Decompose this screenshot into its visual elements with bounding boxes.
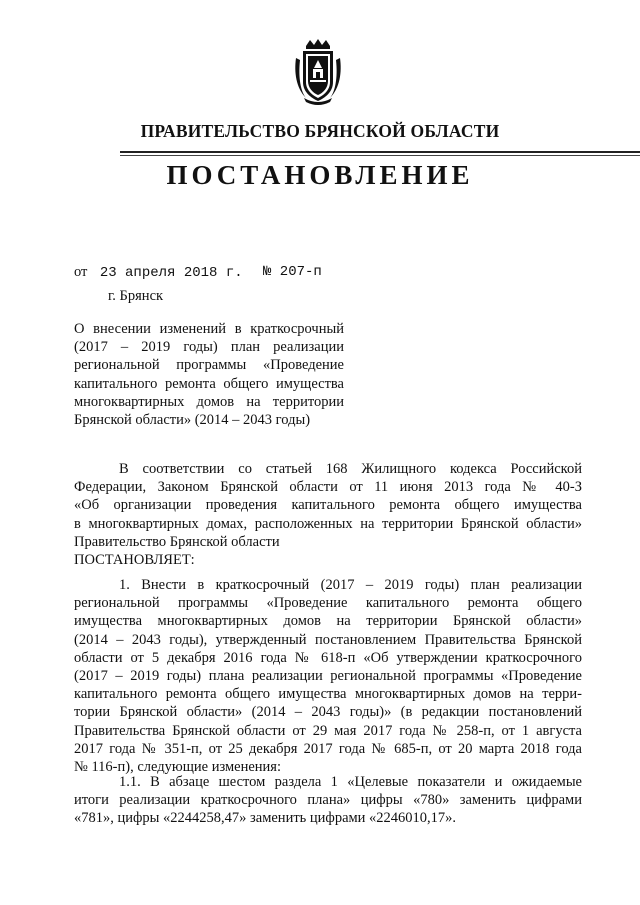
decree-date: 23 апреля 2018 г. bbox=[99, 265, 243, 281]
item-1-line: региональной программы «Проведение капитального ремонта общего bbox=[74, 595, 582, 612]
header-divider-thin bbox=[120, 155, 640, 156]
government-title: ПРАВИТЕЛЬСТВО БРЯНСКОЙ ОБЛАСТИ bbox=[140, 121, 500, 141]
coat-of-arms-icon bbox=[290, 38, 346, 106]
item-1-line: области от 5 декабря 2016 года № 618-п «Об утверждении краткосрочного bbox=[74, 649, 582, 666]
item-1-1-line: «781», цифры «2244258,47» заменить цифрами «2246010,17». bbox=[74, 810, 457, 827]
decree-subject bbox=[74, 320, 344, 429]
item-1-line: (2014 – 2043 годы), утвержденный постановлением Правительства Брянской bbox=[74, 631, 582, 648]
subject-line: Брянской области» (2014 – 2043 годы) bbox=[74, 412, 311, 429]
decree-number: № 207-п bbox=[263, 264, 322, 280]
item-1-1-line: 1.1. В абзаце шестом раздела 1 «Целевые показатели и ожидаемые bbox=[119, 774, 582, 790]
item-1-line: № 116-п), следующие изменения: bbox=[74, 759, 282, 776]
subject-line: региональной программы «Проведение bbox=[74, 357, 344, 374]
header-divider-thick bbox=[120, 151, 640, 153]
preamble-line: в многоквартирных домах, расположенных на территории Брянской области» bbox=[74, 515, 582, 532]
item-1-line: имущества многоквартирных домов на территории Брянской области» bbox=[74, 613, 582, 630]
item-1-line: (2017 – 2019 годы) плана реализации региональной программы «Проведение bbox=[74, 668, 582, 685]
preamble-line: В соответствии со статьей 168 Жилищного кодекса Российской bbox=[119, 461, 582, 477]
city: г. Брянск bbox=[108, 288, 164, 304]
item-1-line: тории Брянской области» (2014 – 2043 годы)» (в редакции постановлений bbox=[74, 704, 582, 721]
item-1-line: 2017 года № 351-п, от 25 декабря 2017 года № 685-п, от 20 марта 2018 года bbox=[74, 740, 582, 757]
preamble-line: «Об организации проведения капитального ремонта общего имущества bbox=[74, 497, 582, 514]
decree-title: ПОСТАНОВЛЕНИЕ bbox=[166, 160, 474, 190]
preamble-line: Федерации, Законом Брянской области от 11 июня 2013 года № 40-З bbox=[74, 479, 582, 496]
preamble-line: Правительство Брянской области bbox=[74, 533, 280, 550]
subject-line: капитального ремонта общего имущества bbox=[74, 375, 344, 392]
subject-line: О внесении изменений в краткосрочный bbox=[74, 321, 344, 337]
item-1-line: 1. Внести в краткосрочный (2017 – 2019 годы) план реализации bbox=[119, 577, 582, 593]
item-1-1-line: итоги реализации краткосрочного плана» цифры «780» заменить цифрами bbox=[74, 792, 582, 809]
postanovlyaet-label: ПОСТАНОВЛЯЕТ: bbox=[74, 552, 195, 569]
item-1-line: капитального ремонта общего имущества многоквартирных домов на терри- bbox=[74, 686, 582, 703]
preamble-paragraph bbox=[74, 460, 582, 569]
item-1-paragraph bbox=[74, 576, 582, 776]
item-1-line: Правительства Брянской области от 29 мая 2017 года № 258-п, от 1 августа bbox=[74, 722, 582, 739]
from-label: от bbox=[74, 264, 88, 280]
item-1-1-paragraph bbox=[74, 773, 582, 828]
subject-line: многоквартирных домов на территории bbox=[74, 393, 344, 410]
subject-line: (2017 – 2019 годы) план реализации bbox=[74, 339, 344, 356]
date-line bbox=[74, 264, 322, 281]
